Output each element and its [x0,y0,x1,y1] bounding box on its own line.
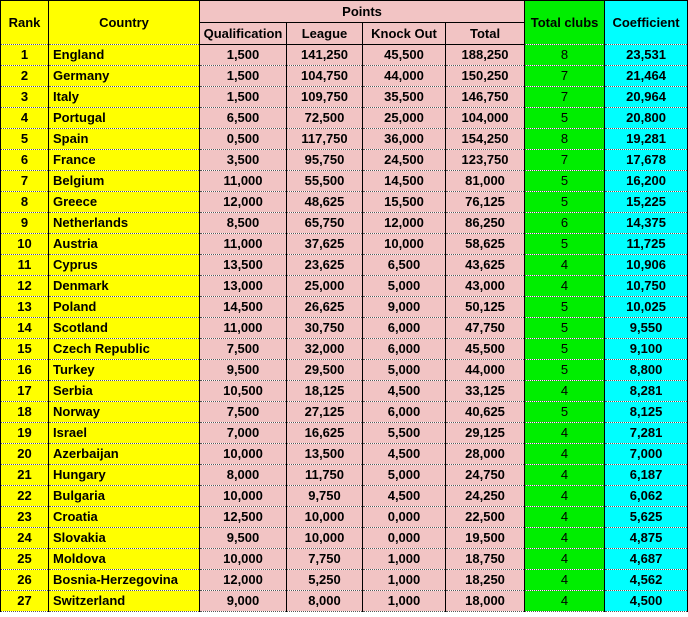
total-cell: 45,500 [446,339,525,360]
total-cell: 76,125 [446,192,525,213]
country-cell: Scotland [49,318,200,339]
coefficient-header: Coefficient [605,1,688,45]
country-cell: Hungary [49,465,200,486]
league-cell: 72,500 [287,108,363,129]
qualification-cell: 11,000 [200,234,287,255]
country-cell: Greece [49,192,200,213]
rank-cell: 4 [1,108,49,129]
table-row [1,591,688,612]
rank-cell: 20 [1,444,49,465]
total-cell: 188,250 [446,45,525,66]
rank-cell: 16 [1,360,49,381]
qualification-cell: 13,500 [200,255,287,276]
qualification-cell: 0,500 [200,129,287,150]
total-cell: 18,750 [446,549,525,570]
coefficient-cell: 11,725 [605,234,688,255]
table-row [1,486,688,507]
total-clubs-cell: 4 [525,507,605,528]
coefficient-cell: 7,000 [605,444,688,465]
total-clubs-cell: 5 [525,339,605,360]
total-clubs-cell: 8 [525,45,605,66]
knock-out-cell: 4,500 [363,444,446,465]
league-cell: 117,750 [287,129,363,150]
league-header: League [287,23,363,45]
coefficient-cell: 10,906 [605,255,688,276]
rank-cell: 10 [1,234,49,255]
total-clubs-cell: 4 [525,255,605,276]
country-cell: Netherlands [49,213,200,234]
total-clubs-cell: 4 [525,486,605,507]
league-cell: 18,125 [287,381,363,402]
qualification-cell: 6,500 [200,108,287,129]
qualification-cell: 9,000 [200,591,287,612]
knock-out-cell: 6,500 [363,255,446,276]
rank-cell: 1 [1,45,49,66]
total-clubs-cell: 5 [525,234,605,255]
knock-out-cell: 0,000 [363,507,446,528]
table-row [1,465,688,486]
coefficient-cell: 8,281 [605,381,688,402]
knock-out-cell: 35,500 [363,87,446,108]
coefficient-cell: 4,500 [605,591,688,612]
knock-out-cell: 15,500 [363,192,446,213]
league-cell: 29,500 [287,360,363,381]
coefficient-cell: 9,550 [605,318,688,339]
league-cell: 9,750 [287,486,363,507]
qualification-cell: 7,000 [200,423,287,444]
coefficient-cell: 7,281 [605,423,688,444]
league-cell: 10,000 [287,507,363,528]
total-cell: 33,125 [446,381,525,402]
coefficient-cell: 17,678 [605,150,688,171]
country-cell: Norway [49,402,200,423]
league-cell: 16,625 [287,423,363,444]
country-cell: Moldova [49,549,200,570]
country-cell: Portugal [49,108,200,129]
qualification-cell: 11,000 [200,318,287,339]
rank-cell: 7 [1,171,49,192]
league-cell: 26,625 [287,297,363,318]
total-clubs-cell: 5 [525,402,605,423]
qualification-cell: 14,500 [200,297,287,318]
total-clubs-cell: 8 [525,129,605,150]
coefficient-cell: 8,800 [605,360,688,381]
rank-cell: 6 [1,150,49,171]
rank-cell: 21 [1,465,49,486]
knock-out-cell: 12,000 [363,213,446,234]
country-cell: Bulgaria [49,486,200,507]
rank-cell: 13 [1,297,49,318]
rank-cell: 24 [1,528,49,549]
coefficient-cell: 23,531 [605,45,688,66]
country-cell: Switzerland [49,591,200,612]
table-row [1,171,688,192]
coefficient-cell: 10,025 [605,297,688,318]
total-cell: 154,250 [446,129,525,150]
league-cell: 95,750 [287,150,363,171]
country-cell: Austria [49,234,200,255]
knock-out-cell: 4,500 [363,381,446,402]
qualification-cell: 7,500 [200,339,287,360]
total-clubs-cell: 5 [525,171,605,192]
qualification-cell: 10,000 [200,486,287,507]
total-clubs-header: Total clubs [525,1,605,45]
country-header: Country [49,1,200,45]
knock-out-cell: 25,000 [363,108,446,129]
country-cell: France [49,150,200,171]
coefficient-cell: 4,687 [605,549,688,570]
total-clubs-cell: 4 [525,423,605,444]
country-cell: Cyprus [49,255,200,276]
total-clubs-cell: 4 [525,570,605,591]
table-row [1,150,688,171]
qualification-cell: 1,500 [200,45,287,66]
knock-out-cell: 5,000 [363,276,446,297]
total-clubs-cell: 4 [525,465,605,486]
total-cell: 24,750 [446,465,525,486]
league-cell: 27,125 [287,402,363,423]
knock-out-cell: 6,000 [363,318,446,339]
knock-out-header: Knock Out [363,23,446,45]
coefficient-cell: 16,200 [605,171,688,192]
coefficient-cell: 4,562 [605,570,688,591]
table-row [1,192,688,213]
total-clubs-cell: 4 [525,591,605,612]
table-row [1,339,688,360]
country-cell: Czech Republic [49,339,200,360]
coefficient-cell: 4,875 [605,528,688,549]
league-cell: 32,000 [287,339,363,360]
total-clubs-cell: 4 [525,528,605,549]
rank-cell: 18 [1,402,49,423]
total-cell: 28,000 [446,444,525,465]
rank-header: Rank [1,1,49,45]
knock-out-cell: 5,000 [363,360,446,381]
total-clubs-cell: 5 [525,297,605,318]
knock-out-cell: 6,000 [363,402,446,423]
total-cell: 43,625 [446,255,525,276]
total-clubs-cell: 7 [525,150,605,171]
total-cell: 24,250 [446,486,525,507]
table-row [1,276,688,297]
total-cell: 18,250 [446,570,525,591]
country-cell: Italy [49,87,200,108]
table-header [1,1,688,45]
qualification-cell: 3,500 [200,150,287,171]
country-cell: Bosnia-Herzegovina [49,570,200,591]
total-clubs-cell: 7 [525,66,605,87]
qualification-cell: 1,500 [200,87,287,108]
total-clubs-cell: 5 [525,192,605,213]
rank-cell: 12 [1,276,49,297]
league-cell: 11,750 [287,465,363,486]
total-cell: 44,000 [446,360,525,381]
knock-out-cell: 36,000 [363,129,446,150]
total-clubs-cell: 4 [525,549,605,570]
total-clubs-cell: 5 [525,360,605,381]
rank-cell: 3 [1,87,49,108]
total-clubs-cell: 5 [525,108,605,129]
qualification-cell: 11,000 [200,171,287,192]
knock-out-cell: 44,000 [363,66,446,87]
table-row [1,234,688,255]
qualification-header: Qualification [200,23,287,45]
rank-cell: 14 [1,318,49,339]
country-cell: Croatia [49,507,200,528]
total-cell: 58,625 [446,234,525,255]
qualification-cell: 9,500 [200,360,287,381]
league-cell: 141,250 [287,45,363,66]
total-cell: 150,250 [446,66,525,87]
total-cell: 43,000 [446,276,525,297]
knock-out-cell: 4,500 [363,486,446,507]
coefficient-cell: 6,062 [605,486,688,507]
qualification-cell: 8,500 [200,213,287,234]
league-cell: 109,750 [287,87,363,108]
rank-cell: 26 [1,570,49,591]
table-row [1,66,688,87]
country-cell: Slovakia [49,528,200,549]
rank-cell: 9 [1,213,49,234]
rank-cell: 23 [1,507,49,528]
total-cell: 86,250 [446,213,525,234]
rank-cell: 15 [1,339,49,360]
table-row [1,444,688,465]
table-row [1,297,688,318]
country-cell: Belgium [49,171,200,192]
table-row [1,381,688,402]
knock-out-cell: 24,500 [363,150,446,171]
coefficient-cell: 6,187 [605,465,688,486]
league-cell: 10,000 [287,528,363,549]
league-cell: 48,625 [287,192,363,213]
coefficient-cell: 9,100 [605,339,688,360]
table-row [1,108,688,129]
rank-cell: 22 [1,486,49,507]
total-cell: 29,125 [446,423,525,444]
total-cell: 18,000 [446,591,525,612]
table-row [1,507,688,528]
total-cell: 40,625 [446,402,525,423]
coefficient-cell: 15,225 [605,192,688,213]
total-cell: 81,000 [446,171,525,192]
coefficient-cell: 8,125 [605,402,688,423]
table-row [1,129,688,150]
knock-out-cell: 1,000 [363,570,446,591]
coefficient-cell: 21,464 [605,66,688,87]
total-clubs-cell: 4 [525,276,605,297]
country-cell: Poland [49,297,200,318]
total-cell: 50,125 [446,297,525,318]
country-cell: Denmark [49,276,200,297]
qualification-cell: 10,000 [200,549,287,570]
qualification-cell: 8,000 [200,465,287,486]
qualification-cell: 7,500 [200,402,287,423]
table-row [1,45,688,66]
table-row [1,255,688,276]
knock-out-cell: 5,500 [363,423,446,444]
knock-out-cell: 5,000 [363,465,446,486]
knock-out-cell: 0,000 [363,528,446,549]
rank-cell: 8 [1,192,49,213]
rank-cell: 17 [1,381,49,402]
country-cell: Israel [49,423,200,444]
country-cell: Serbia [49,381,200,402]
table-row [1,549,688,570]
total-cell: 22,500 [446,507,525,528]
coefficient-cell: 20,964 [605,87,688,108]
country-cell: Turkey [49,360,200,381]
total-clubs-cell: 4 [525,381,605,402]
coefficient-cell: 5,625 [605,507,688,528]
total-cell: 104,000 [446,108,525,129]
total-cell: 47,750 [446,318,525,339]
coefficient-cell: 14,375 [605,213,688,234]
league-cell: 37,625 [287,234,363,255]
coefficient-cell: 10,750 [605,276,688,297]
rank-cell: 27 [1,591,49,612]
country-cell: Azerbaijan [49,444,200,465]
league-cell: 23,625 [287,255,363,276]
knock-out-cell: 1,000 [363,591,446,612]
qualification-cell: 13,000 [200,276,287,297]
table-row [1,318,688,339]
table-body [1,45,688,612]
qualification-cell: 9,500 [200,528,287,549]
qualification-cell: 10,000 [200,444,287,465]
league-cell: 30,750 [287,318,363,339]
points-header: Points [200,1,525,23]
league-cell: 55,500 [287,171,363,192]
knock-out-cell: 1,000 [363,549,446,570]
coefficient-cell: 20,800 [605,108,688,129]
table-row [1,87,688,108]
qualification-cell: 10,500 [200,381,287,402]
table-row [1,213,688,234]
total-clubs-cell: 7 [525,87,605,108]
table-row [1,360,688,381]
table-row [1,528,688,549]
rank-cell: 25 [1,549,49,570]
total-cell: 19,500 [446,528,525,549]
qualification-cell: 12,000 [200,570,287,591]
league-cell: 104,750 [287,66,363,87]
league-cell: 5,250 [287,570,363,591]
qualification-cell: 12,500 [200,507,287,528]
rank-cell: 11 [1,255,49,276]
country-cell: England [49,45,200,66]
table-row [1,402,688,423]
country-cell: Spain [49,129,200,150]
total-clubs-cell: 5 [525,318,605,339]
total-clubs-cell: 4 [525,444,605,465]
qualification-cell: 1,500 [200,66,287,87]
league-cell: 65,750 [287,213,363,234]
total-header: Total [446,23,525,45]
coefficient-cell: 19,281 [605,129,688,150]
league-cell: 25,000 [287,276,363,297]
total-cell: 123,750 [446,150,525,171]
total-clubs-cell: 6 [525,213,605,234]
knock-out-cell: 10,000 [363,234,446,255]
knock-out-cell: 14,500 [363,171,446,192]
rank-cell: 19 [1,423,49,444]
rank-cell: 5 [1,129,49,150]
rank-cell: 2 [1,66,49,87]
country-cell: Germany [49,66,200,87]
league-cell: 7,750 [287,549,363,570]
league-cell: 8,000 [287,591,363,612]
league-cell: 13,500 [287,444,363,465]
total-cell: 146,750 [446,87,525,108]
knock-out-cell: 45,500 [363,45,446,66]
knock-out-cell: 9,000 [363,297,446,318]
qualification-cell: 12,000 [200,192,287,213]
table-row [1,423,688,444]
knock-out-cell: 6,000 [363,339,446,360]
table-row [1,570,688,591]
